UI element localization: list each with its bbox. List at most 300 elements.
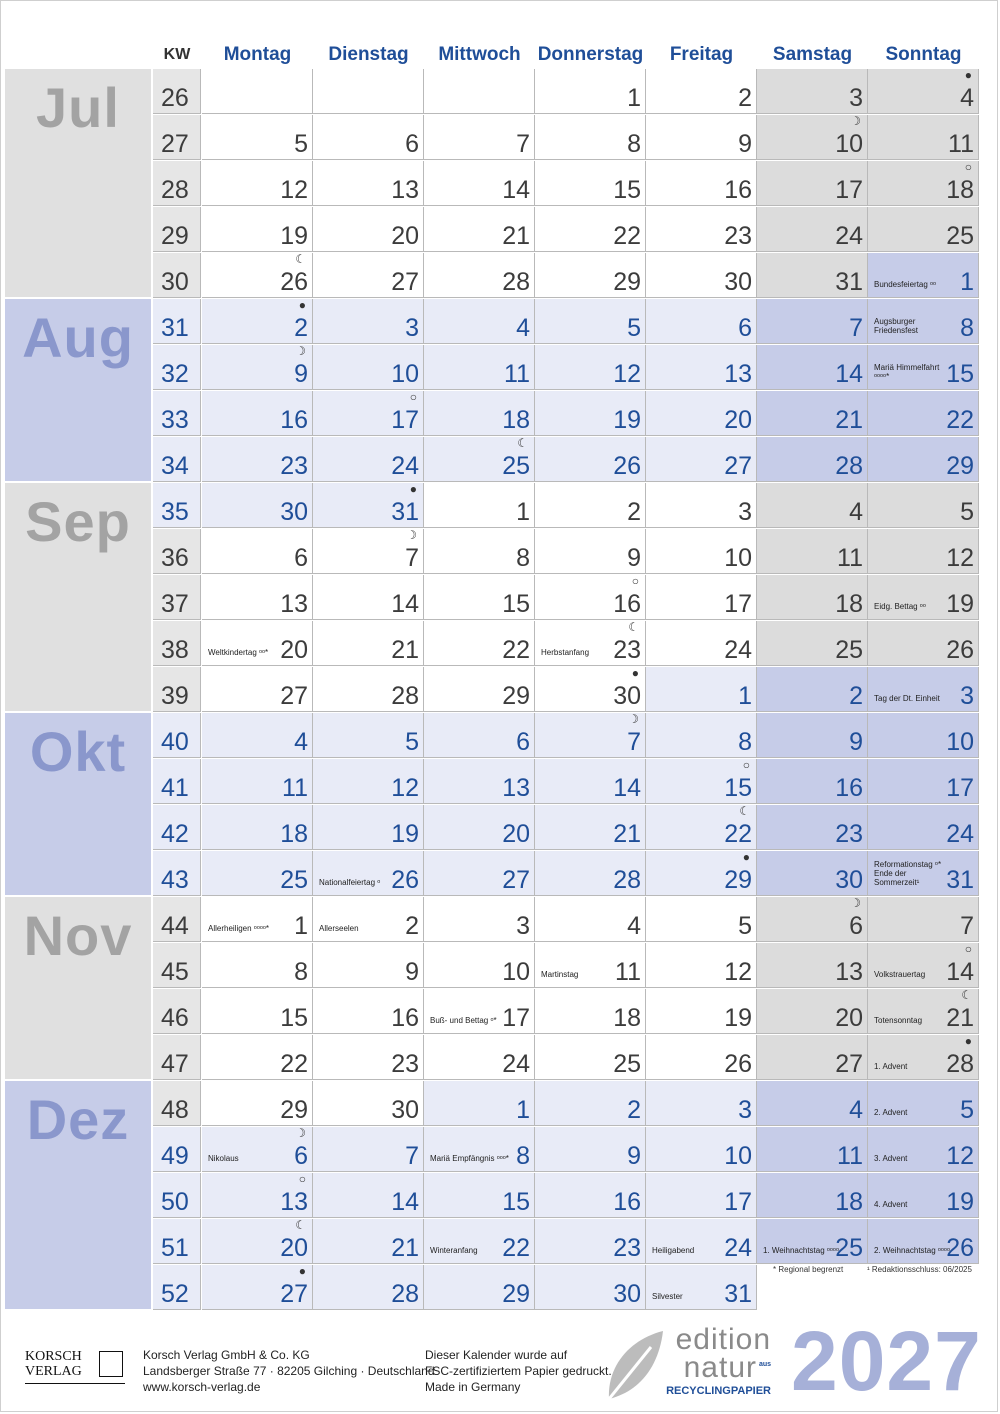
note-redaktion: ¹ Redaktionsschluss: 06/2025 [867,1265,972,1274]
day-cell [646,529,757,574]
last-quarter-moon-icon: ☾ [739,804,750,818]
day-cell [202,299,313,344]
week-number: 38 [161,636,189,664]
day-cell [535,299,646,344]
week-number-cell [153,253,201,298]
full-moon-icon: ○ [409,390,417,404]
week-number-cell [153,897,201,942]
day-number: 3 [960,682,974,710]
day-cell [535,69,646,114]
day-number: 11 [282,774,308,802]
week-number: 37 [161,590,189,618]
day-number: 20 [391,222,419,250]
day-cell [757,805,868,850]
day-cell [868,1219,979,1264]
day-number: 27 [280,682,308,710]
day-number: 24 [391,452,419,480]
day-number: 14 [946,958,974,986]
day-cell [202,667,313,712]
day-cell [646,483,757,528]
day-cell [535,161,646,206]
day-number: 4 [849,498,863,526]
day-cell [757,207,868,252]
day-cell [313,483,424,528]
day-number: 28 [502,268,530,296]
week-number: 46 [161,1004,189,1032]
day-number: 4 [960,84,974,112]
day-number: 18 [613,1004,641,1032]
holiday-label: Totensonntag [874,1016,923,1025]
day-cell [535,253,646,298]
day-cell [424,1219,535,1264]
day-cell [424,299,535,344]
holiday-label: Buß- und Bettag ᵒ* [430,1016,497,1025]
holiday-label: Allerseelen [319,924,359,933]
week-number-cell [153,115,201,160]
day-number: 6 [738,314,752,342]
day-number: 18 [502,406,530,434]
day-number: 20 [502,820,530,848]
day-cell [646,115,757,160]
empty-day-cell [424,69,535,114]
day-number: 5 [405,728,419,756]
new-moon-icon: ● [742,850,750,864]
day-number: 8 [960,314,974,342]
day-number: 3 [516,912,530,940]
day-cell [868,897,979,942]
month-block-aug [5,299,151,481]
day-number: 1 [960,268,974,296]
day-number: 21 [391,636,419,664]
day-cell [424,115,535,160]
day-number: 5 [294,130,308,158]
day-cell [313,805,424,850]
day-number: 3 [738,498,752,526]
week-number-cell [153,391,201,436]
week-number-cell [153,437,201,482]
day-number: 28 [946,1050,974,1078]
day-number: 28 [835,452,863,480]
week-number-cell [153,1035,201,1080]
week-number-cell [153,943,201,988]
day-number: 6 [849,912,863,940]
day-cell [535,897,646,942]
paper-line-3: Made in Germany [425,1380,521,1394]
day-cell [313,1035,424,1080]
day-number: 5 [960,1096,974,1124]
day-number: 5 [738,912,752,940]
day-cell [868,529,979,574]
day-cell [313,943,424,988]
day-number: 29 [502,682,530,710]
holiday-label: Weltkindertag ᵒᵒ* [208,648,269,657]
day-cell [646,253,757,298]
full-moon-icon: ○ [742,758,750,772]
week-number: 29 [161,222,189,250]
day-number: 15 [502,590,530,618]
day-cell [646,989,757,1034]
day-cell [757,529,868,574]
first-quarter-moon-icon: ☽ [628,712,639,726]
day-number: 18 [946,176,974,204]
day-number: 3 [405,314,419,342]
day-cell [868,115,979,160]
day-cell [313,1219,424,1264]
day-cell [202,437,313,482]
day-cell [757,621,868,666]
first-quarter-moon-icon: ☽ [406,528,417,542]
day-number: 15 [280,1004,308,1032]
logo-text-1: KORSCH [25,1349,82,1364]
day-cell [424,1127,535,1172]
day-number: 27 [280,1280,308,1308]
day-number: 17 [724,1188,752,1216]
day-number: 12 [613,360,641,388]
day-cell [202,897,313,942]
day-number: 14 [502,176,530,204]
day-cell [424,713,535,758]
day-cell [646,713,757,758]
day-number: 1 [516,1096,530,1124]
day-cell [424,483,535,528]
day-cell [757,851,868,896]
day-number: 14 [391,590,419,618]
month-block-dez [5,1081,151,1309]
week-number-cell [153,345,201,390]
day-cell [646,943,757,988]
day-number: 9 [849,728,863,756]
week-number-cell [153,621,201,666]
day-cell [868,759,979,804]
day-cell [757,667,868,712]
day-cell [646,69,757,114]
header-mittwoch: Mittwoch [438,44,521,65]
holiday-label: Mariä Empfängnis ᵒᵒᵒ* [430,1154,509,1163]
day-cell [757,69,868,114]
week-number: 32 [161,360,189,388]
day-cell [757,713,868,758]
day-number: 14 [391,1188,419,1216]
day-number: 12 [724,958,752,986]
day-cell [646,299,757,344]
week-number: 44 [161,912,189,940]
day-cell [757,1219,868,1264]
week-number: 27 [161,130,189,158]
first-quarter-moon-icon: ☽ [850,896,861,910]
paper-info [425,1347,612,1395]
day-number: 9 [738,130,752,158]
day-cell [202,759,313,804]
week-number-cell [153,299,201,344]
day-cell [646,161,757,206]
day-cell [868,989,979,1034]
day-cell [868,253,979,298]
day-cell [868,345,979,390]
day-number: 27 [502,866,530,894]
month-block-nov [5,897,151,1079]
day-cell [646,1127,757,1172]
day-cell [313,299,424,344]
day-number: 14 [613,774,641,802]
day-cell [202,391,313,436]
holiday-label: Volkstrauertag [874,970,926,979]
day-number: 31 [835,268,863,296]
day-cell [646,437,757,482]
day-number: 7 [516,130,530,158]
empty-day-cell [313,69,424,114]
day-number: 25 [835,1234,863,1262]
day-number: 19 [391,820,419,848]
day-cell [646,391,757,436]
day-number: 8 [516,1142,530,1170]
day-number: 7 [405,544,419,572]
week-number-cell [153,989,201,1034]
day-cell [535,713,646,758]
day-cell [313,759,424,804]
week-number: 47 [161,1050,189,1078]
week-number-cell [153,483,201,528]
day-cell [535,1173,646,1218]
day-cell [757,345,868,390]
day-number: 24 [946,820,974,848]
day-number: 31 [391,498,419,526]
day-cell [202,115,313,160]
holiday-label: Winteranfang [430,1246,478,1255]
day-cell [535,1081,646,1126]
holiday-label: Herbstanfang [541,648,590,657]
day-number: 9 [294,360,308,388]
month-block-sep [5,483,151,711]
day-cell [646,1173,757,1218]
day-number: 2 [738,84,752,112]
day-number: 6 [294,544,308,572]
week-number: 42 [161,820,189,848]
day-cell [646,897,757,942]
first-quarter-moon-icon: ☽ [295,344,306,358]
day-cell [646,345,757,390]
day-number: 16 [391,1004,419,1032]
day-number: 24 [835,222,863,250]
day-number: 30 [613,682,641,710]
header-samstag: Samstag [772,44,853,65]
day-number: 9 [405,958,419,986]
day-number: 31 [946,866,974,894]
day-cell [757,943,868,988]
new-moon-icon: ● [409,482,417,496]
day-cell [424,897,535,942]
holiday-label: 1. Advent [874,1062,908,1071]
week-number: 31 [161,314,189,342]
day-cell [424,621,535,666]
day-cell [313,575,424,620]
day-cell [424,1035,535,1080]
day-cell [868,483,979,528]
day-number: 2 [294,314,308,342]
day-number: 12 [946,544,974,572]
day-cell [313,621,424,666]
last-quarter-moon-icon: ☾ [628,620,639,634]
edition-text: edition [675,1323,771,1356]
day-number: 30 [613,1280,641,1308]
day-number: 15 [946,360,974,388]
day-number: 11 [837,544,863,572]
day-number: 4 [849,1096,863,1124]
day-cell [535,989,646,1034]
day-cell [868,667,979,712]
day-cell [646,851,757,896]
day-cell [868,1127,979,1172]
holiday-label: 4. Advent [874,1200,908,1209]
day-cell [313,1173,424,1218]
day-cell [313,437,424,482]
week-number-cell [153,1265,201,1310]
day-number: 22 [502,1234,530,1262]
day-number: 16 [613,1188,641,1216]
publisher-info [143,1347,435,1395]
day-number: 1 [738,682,752,710]
month-label: Nov [23,904,133,967]
day-number: 29 [724,866,752,894]
day-cell [535,621,646,666]
day-number: 16 [280,406,308,434]
day-number: 3 [738,1096,752,1124]
day-cell [424,529,535,574]
day-cell [868,575,979,620]
day-cell [202,207,313,252]
natur-text: natur [683,1351,757,1384]
day-number: 29 [280,1096,308,1124]
full-moon-icon: ○ [631,574,639,588]
holiday-label: Nationalfeiertag ᵒ [319,878,381,887]
day-number: 14 [835,360,863,388]
holiday-label: Martinstag [541,970,579,979]
full-moon-icon: ○ [298,1172,306,1186]
day-number: 26 [391,866,419,894]
day-number: 16 [724,176,752,204]
day-cell [202,483,313,528]
day-number: 10 [391,360,419,388]
month-label: Jul [36,76,120,139]
day-cell [646,1219,757,1264]
month-label: Dez [26,1088,130,1151]
day-cell [202,1035,313,1080]
last-quarter-moon-icon: ☾ [295,252,306,266]
week-number-cell [153,667,201,712]
day-number: 22 [946,406,974,434]
week-number: 39 [161,682,189,710]
holiday-label: Reformationstag ᵒ* Ende der Sommerzeit¹ [874,860,942,887]
week-number-cell [153,759,201,804]
day-cell [424,1081,535,1126]
month-label: Okt [29,720,127,783]
day-number: 22 [280,1050,308,1078]
day-number: 1 [294,912,308,940]
leaf-icon [601,1325,671,1405]
day-cell [646,575,757,620]
day-number: 5 [627,314,641,342]
day-number: 4 [627,912,641,940]
day-number: 8 [627,130,641,158]
day-cell [313,207,424,252]
day-cell [535,207,646,252]
day-cell [202,1265,313,1310]
week-number-cell [153,805,201,850]
day-number: 24 [502,1050,530,1078]
week-number: 34 [161,452,189,480]
week-number: 40 [161,728,189,756]
day-cell [646,207,757,252]
week-number: 41 [161,774,189,802]
day-number: 26 [280,268,308,296]
day-cell [202,253,313,298]
day-cell [868,621,979,666]
day-cell [202,1219,313,1264]
week-number: 52 [161,1280,189,1308]
day-number: 17 [946,774,974,802]
header-kw: KW [163,46,191,63]
week-number: 45 [161,958,189,986]
day-number: 21 [391,1234,419,1262]
header-freitag: Freitag [669,44,734,65]
day-number: 25 [835,636,863,664]
day-number: 24 [724,1234,752,1262]
day-cell [646,1265,757,1310]
day-number: 7 [849,314,863,342]
day-cell [313,989,424,1034]
day-cell [757,1127,868,1172]
day-cell [535,1035,646,1080]
day-number: 28 [613,866,641,894]
week-number-cell [153,1081,201,1126]
day-number: 9 [627,544,641,572]
day-number: 17 [502,1004,530,1032]
day-cell [424,667,535,712]
day-number: 21 [835,406,863,434]
day-cell [313,1265,424,1310]
day-cell [646,1035,757,1080]
day-number: 19 [946,590,974,618]
day-cell [868,299,979,344]
day-cell [868,713,979,758]
day-cell [313,897,424,942]
day-number: 7 [627,728,641,756]
day-number: 4 [516,314,530,342]
day-cell [535,943,646,988]
week-number: 30 [161,268,189,296]
day-number: 19 [724,1004,752,1032]
day-number: 21 [946,1004,974,1032]
day-number: 30 [391,1096,419,1124]
day-number: 29 [613,268,641,296]
day-number: 18 [280,820,308,848]
day-number: 26 [946,1234,974,1262]
day-number: 23 [613,636,641,664]
empty-day-cell [202,69,313,114]
day-number: 15 [502,1188,530,1216]
day-cell [202,1173,313,1218]
day-cell [757,437,868,482]
day-number: 23 [724,222,752,250]
day-number: 12 [391,774,419,802]
day-cell [202,713,313,758]
day-cell [202,529,313,574]
logo-underline [25,1383,125,1384]
day-number: 10 [502,958,530,986]
day-cell [757,897,868,942]
day-cell [313,1127,424,1172]
week-number-cell [153,713,201,758]
day-cell [535,1127,646,1172]
